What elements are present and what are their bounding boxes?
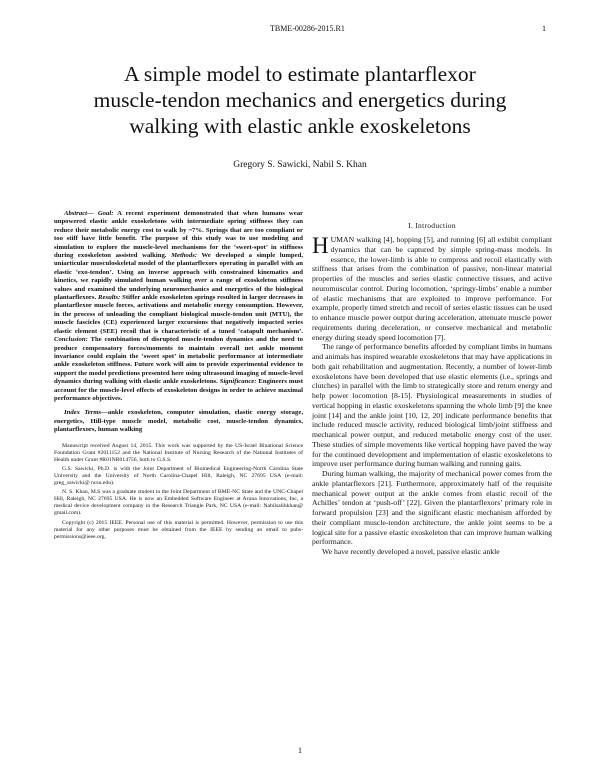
conclusion-label: Conclusion: (54, 336, 88, 344)
significance-label: Significance: (219, 378, 257, 386)
intro-paragraph: The range of performance benefits afforded by compliant limbs in humans and animals has inspired wearable exoskeletons that may have applications in both gait rehabilitation and augmentation. Recently, a number of lower-limb exoskeletons have been developed that use elastic elements (i.e., springs and clutches) in parallel with the limb to strategically store and return energy and help power locomotion [8-15]. Physiological measurements in studies of vertical hopping in elastic exoskeletons spanning the whole limb [9] the knee joint [14] and the ankle joint [10, 12, 20] indicate performance benefits that include reduced muscle activity, reduced biological limb/joint stiffness and mechanical power output, and reduced metabolic energy cost of the user. These studies of simple movements like vertical hopping have paved the way for the continued development and implementation of elastic exoskeletons to improve user performance during human walking and running gaits. (312, 342, 552, 469)
abstract-methods: We developed a simple lumped, uniarticular musculoskeletal model of the plantarflexors operating in parallel with an elastic ‘exo-tendon’. Using an inverse approach with constrained kinematics and kinetics, we rapidly simulated human walking over a range of exoskeleton stiffness values and examined the underlying neuromechanics and energetics of the biological plantarflexors. (54, 252, 303, 302)
author-list: Gregory S. Sawicki, Nabil S. Khan (233, 160, 367, 170)
paper-title (40, 61, 560, 139)
drop-cap: H (312, 233, 329, 258)
abstract-significance: Engineers must account for the muscle-level effects of exoskeleton designs in order to achieve maximal performance objectives. (54, 378, 303, 402)
abstract-dash: — (87, 210, 98, 217)
footnote-copyright: Copyright (c) 2015 IEEE. Personal use of this material is permitted. However, permission to use this material for any other purposes must be obtained from the IEEE by sending an email to pubs-permissions@ieee.org. (54, 519, 303, 540)
goal-label: Goal: (97, 210, 114, 217)
abstract-label: Abstract (64, 210, 88, 217)
results-label: Results: (98, 294, 121, 302)
intro-paragraph: We have recently developed a novel, passive elastic ankle (322, 547, 500, 556)
footnote-author-khan: N. S. Khan, M.S was a graduate student in the Joint Department of BME-NC State and the UNC-Chapel Hill, Raleigh, NC 27695 USA. He is now an Embedded Software Engineer at Aruna Innovations, Inc, a medical device development company in the Research Triangle Park, NC USA (e-mail: Nabilsalihkhan@ gmail.com). (54, 489, 303, 517)
intro-paragraph (312, 235, 552, 342)
title-line: muscle-tendon mechanics and energetics during (93, 88, 507, 112)
footnote-author-sawicki: G.S. Sawicki, Ph.D. is with the Joint Department of Biomedical Engineering-North Carolina State University and the University of North Carolina-Chapel Hill, Raleigh, NC 27695 USA (e-mail: greg_sawicki@ ncsu.edu). (54, 465, 303, 487)
abstract-results: Stiffer ankle exoskeleton springs resulted in larger decreases in plantarflexor muscle forces, activations and metabolic energy consumption. However, in the process of unloading the compliant biological muscle-tendon unit (MTU), the muscle fascicles (CE) experienced larger excursions that negatively impacted series elastic element (SEE) recoil that is characteristic of a tuned ‘catapult mechanism’. (54, 294, 303, 335)
intro-paragraph-text: UMAN walking [4], hopping [5], and running [6] all exhibit compliant dynamics that can be captured by simple spring-mass models. In essence, the lower-limb is able to compress and recoil elastically with stiffness that arises from the combination of passive, non-linear material properties of the muscles and series elastic connective tissues, and active neuromuscular control. During locomotion, ‘springy-limbs’ enable a number of elastic mechanisms that are exploited to improve performance. For example, properly timed stretch and recoil of series elastic tissues can be used to enhance muscle power output during acceleration, attenuate muscle power requirements during deceleration, or conserve mechanical and metabolic energy during steady speed locomotion [7]. (312, 235, 552, 342)
running-header-page-number: 1 (542, 24, 546, 33)
intro-paragraph: During human walking, the majority of mechanical power comes from the ankle plantarflexors [21]. Furthermore, approximately half of the requisite mechanical power output at the ankle comes from elastic recoil of the Achilles’ tendon at ‘push-off’ [22]. Given the plantarflexors’ primary role in forward propulsion [23] and the significant elastic mechanism afforded by their compliant muscle-tendon architecture, the ankle joint seems to be a logical site for a passive elastic exoskeleton that can improve human walking performance. (312, 469, 552, 547)
title-line: walking with elastic ankle exoskeletons (129, 114, 471, 138)
abstract (54, 210, 303, 403)
footnotes (54, 443, 303, 541)
footnote-manuscript: Manuscript received August 14, 2015. This work was supported by the US-Israel Binational Science Foundation Grant #2011152 and the National Institute of Nursing Research of the National Institutes of Health under Grant #R01NR014756, both to G.S.S. (54, 442, 303, 463)
methods-label: Methods: (171, 252, 198, 260)
section-heading-introduction: I. Introduction (408, 221, 456, 230)
running-header-code: TBME-00286-2015.R1 (270, 24, 345, 33)
title-line: A simple model to estimate plantarflexor (124, 62, 476, 86)
introduction-body (312, 235, 552, 557)
index-terms-text: —ankle exoskeleton, computer simulation, elastic energy storage, energetics, Hill-type muscle model, metabolic cost, muscle-tendon dynamics, plantarflexors, human walking (54, 409, 303, 434)
index-terms-label: Index Terms (64, 409, 102, 417)
abstract-conclusion: The combination of disrupted muscle-tendon dynamics and the need to produce compensatory forces/moments to maintain overall net ankle moment invariance could explain the ‘sweet spot’ in metabolic performance at intermediate ankle exoskeleton stiffness. Future work will aim to provide experimental evidence to support the model predictions presented here using ultrasound imaging of muscle-level dynamics during walking with elastic ankle exoskeletons. (54, 336, 303, 386)
abstract-goal: A recent experiment demonstrated that when humans wear unpowered elastic ankle exoskeletons with intermediate spring stiffness they can reduce their metabolic energy cost to walk by ~7%. Springs that are too compliant or too stiff have little benefit. The purpose of this study was to use modeling and simulation to explore the muscle-level mechanisms for the ‘sweet-spot’ in stiffness during exoskeleton assisted walking. (54, 210, 304, 260)
footer-page-number: 1 (298, 746, 302, 755)
left-column (54, 210, 303, 543)
index-terms (54, 409, 303, 434)
right-column (312, 221, 552, 557)
